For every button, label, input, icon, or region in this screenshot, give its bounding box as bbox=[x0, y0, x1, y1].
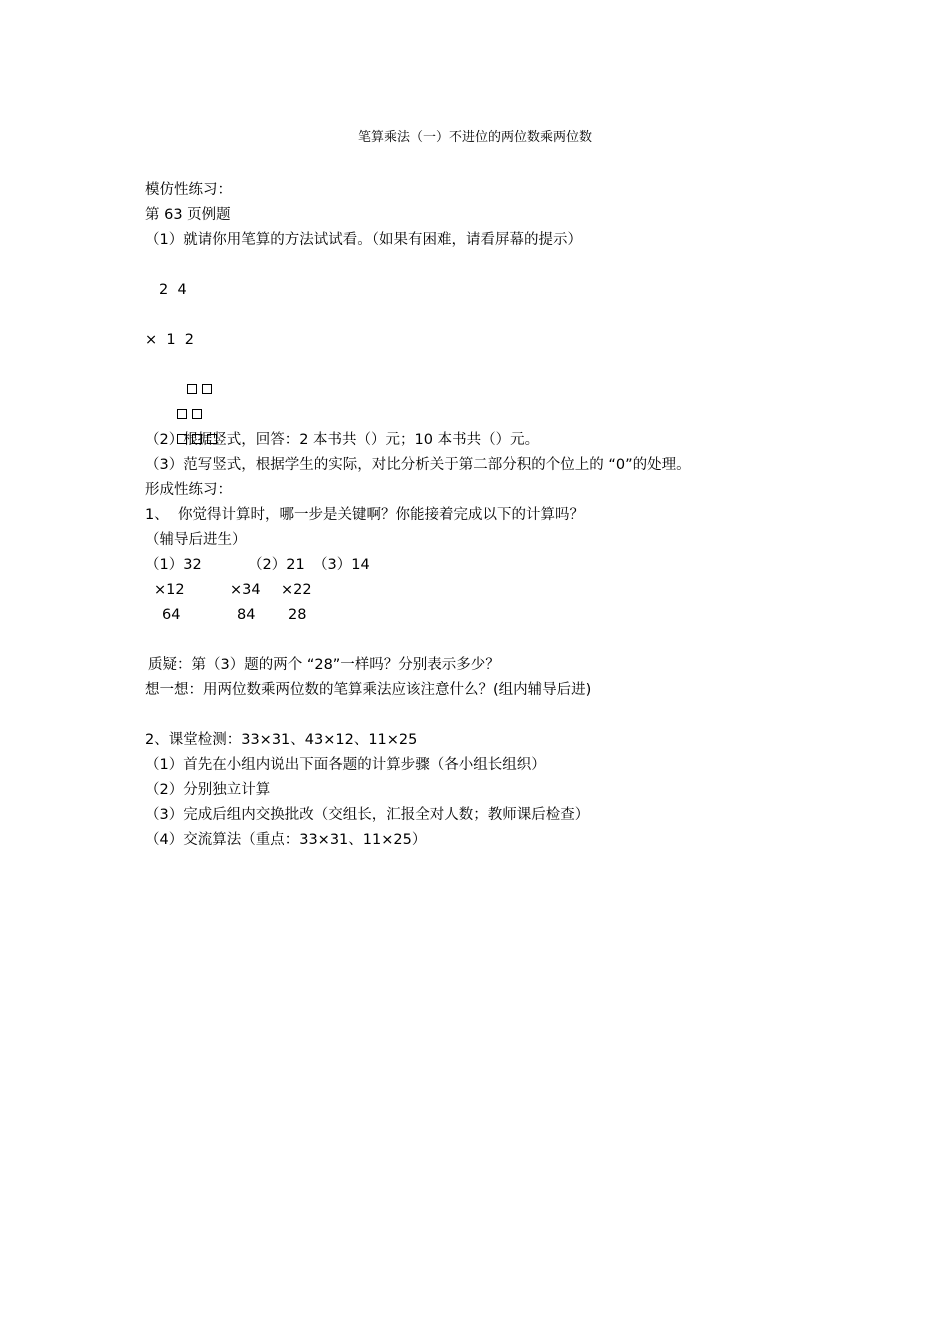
blank-box-icon bbox=[207, 434, 217, 444]
blank-line bbox=[145, 703, 845, 728]
blank-box-icon bbox=[202, 384, 212, 394]
problem-multipliers-row bbox=[145, 578, 845, 603]
problem-partial: 64 bbox=[162, 607, 181, 623]
vertical-multiplicand: 2 4 bbox=[159, 282, 187, 298]
problem-label: （1）32 bbox=[145, 557, 202, 573]
step-1: （1）就请你用笔算的方法试试看。（如果有困难，请看屏幕的提示） bbox=[145, 232, 582, 248]
blank-box-icon bbox=[177, 434, 187, 444]
blank-box-icon bbox=[192, 434, 202, 444]
document-title: 笔算乘法（一）不进位的两位数乘两位数 bbox=[357, 130, 592, 145]
example-reference: 第 63 页例题 bbox=[145, 207, 231, 223]
blank-line bbox=[145, 253, 845, 278]
blank-line bbox=[145, 628, 845, 653]
problem-partial: 28 bbox=[288, 607, 307, 623]
step-3: （3）范写竖式，根据学生的实际，对比分析关于第二部分积的个位上的 “0”的处理。 bbox=[145, 457, 691, 473]
answer-boxes-row-2 bbox=[145, 378, 845, 403]
problem-partials-row bbox=[145, 603, 845, 628]
problem-partial: 84 bbox=[237, 607, 256, 623]
document-body bbox=[145, 178, 845, 853]
problem-multiplier: ×34 bbox=[230, 582, 261, 598]
section-heading-imitation: 模仿性练习： bbox=[145, 182, 232, 198]
question-2: 2、课堂检测：33×31、43×12、11×25 bbox=[145, 732, 418, 748]
question-2-step: （4）交流算法（重点：33×31、11×25） bbox=[145, 832, 427, 848]
problem-multiplier: ×12 bbox=[154, 582, 185, 598]
answer-boxes-row-3 bbox=[145, 403, 845, 428]
question-2-step: （1）首先在小组内说出下面各题的计算步骤（各小组长组织） bbox=[145, 757, 546, 773]
doubt-question: 质疑：第（3）题的两个 “28”一样吗？分别表示多少？ bbox=[148, 657, 500, 673]
blank-box-icon bbox=[192, 409, 202, 419]
question-1: 1、 你觉得计算时，哪一步是关键啊？你能接着完成以下的计算吗？ bbox=[145, 507, 584, 523]
problem-label: （3）14 bbox=[313, 557, 370, 573]
blank-line bbox=[145, 303, 845, 328]
question-1-note: （辅导后进生） bbox=[145, 532, 247, 548]
problem-label: （2）21 bbox=[248, 557, 305, 573]
step-2: （2）根据竖式，回答：2 本书共（）元；10 本书共（）元。 bbox=[145, 432, 540, 448]
blank-box-icon bbox=[187, 384, 197, 394]
answer-boxes-row-1 bbox=[145, 353, 845, 378]
blank-box-icon bbox=[177, 409, 187, 419]
think-question: 想一想：用两位数乘两位数的笔算乘法应该注意什么？(组内辅导后进) bbox=[145, 682, 592, 698]
question-2-step: （2）分别独立计算 bbox=[145, 782, 271, 798]
vertical-multiplier: × 1 2 bbox=[145, 332, 195, 348]
problem-multiplier: ×22 bbox=[281, 582, 312, 598]
question-2-step: （3）完成后组内交换批改（交组长，汇报全对人数；教师课后检查） bbox=[145, 807, 590, 823]
problem-labels-row bbox=[145, 553, 845, 578]
section-heading-formative: 形成性练习： bbox=[145, 482, 232, 498]
